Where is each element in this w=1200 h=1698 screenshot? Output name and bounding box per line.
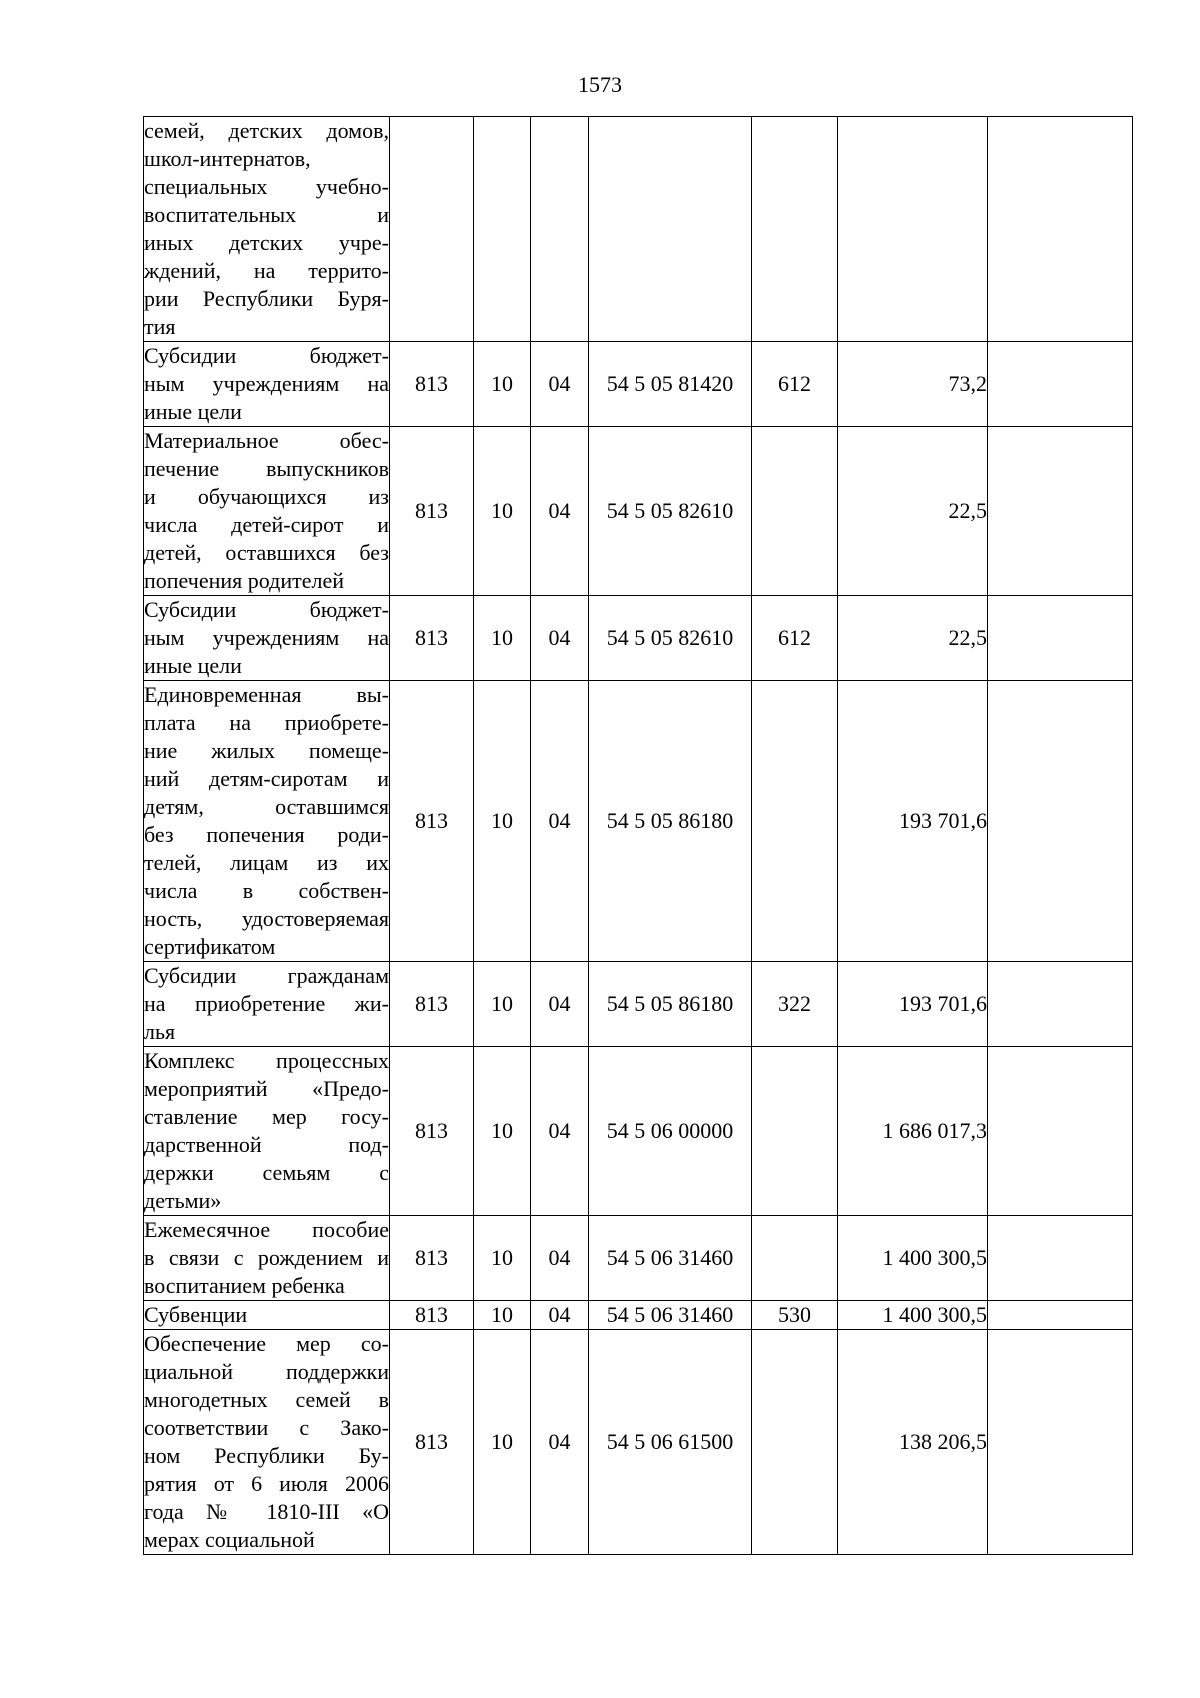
section-code-cell: 10 — [474, 1301, 531, 1330]
expense-type-cell — [752, 681, 838, 962]
ministry-code-cell: 813 — [390, 342, 474, 427]
item-name-line: соответствии с Зако- — [144, 1415, 389, 1440]
extra-cell — [988, 117, 1133, 342]
item-name-cell — [144, 596, 390, 681]
table-row — [144, 1330, 1133, 1555]
item-name-line: рии Республики Буря- — [144, 286, 389, 311]
ministry-code-cell: 813 — [390, 962, 474, 1047]
item-name-line: детям, оставшимся — [144, 794, 389, 819]
item-name-line: ние жилых помеще- — [144, 738, 389, 763]
item-name-line: Субсидии бюджет- — [144, 343, 389, 368]
item-name-line: Субсидии гражданам — [144, 963, 389, 988]
subsection-code-cell: 04 — [531, 962, 589, 1047]
amount-cell: 1 400 300,5 — [838, 1301, 988, 1330]
item-name-line: ным учреждениям на — [144, 625, 389, 650]
item-name-line: телей, лицам из их — [144, 850, 389, 875]
section-code-cell: 10 — [474, 1216, 531, 1301]
expense-type-cell: 612 — [752, 596, 838, 681]
section-code-cell: 10 — [474, 962, 531, 1047]
expense-type-cell: 612 — [752, 342, 838, 427]
item-name-cell — [144, 681, 390, 962]
item-name-cell — [144, 342, 390, 427]
item-name-line: попечения родителей — [144, 568, 344, 593]
amount-cell — [838, 117, 988, 342]
target-article-cell: 54 5 06 00000 — [589, 1047, 752, 1216]
extra-cell — [988, 1047, 1133, 1216]
item-name-line: ность, удостоверяемая — [144, 906, 389, 931]
item-name-line: циальной поддержки — [144, 1359, 389, 1384]
amount-cell: 22,5 — [838, 596, 988, 681]
target-article-cell: 54 5 06 61500 — [589, 1330, 752, 1555]
item-name-line: ном Республики Бу- — [144, 1443, 389, 1468]
table-row — [144, 681, 1133, 962]
expense-type-cell — [752, 1047, 838, 1216]
item-name-line: Субвенции — [144, 1302, 248, 1327]
item-name-line: воспитанием ребенка — [144, 1273, 345, 1298]
target-article-cell: 54 5 05 81420 — [589, 342, 752, 427]
item-name-line: тия — [144, 314, 176, 339]
subsection-code-cell — [531, 117, 589, 342]
ministry-code-cell: 813 — [390, 681, 474, 962]
item-name-line: и обучающихся из — [144, 484, 389, 509]
ministry-code-cell: 813 — [390, 427, 474, 596]
item-name-line: ным учреждениям на — [144, 371, 389, 396]
extra-cell — [988, 1330, 1133, 1555]
item-name-line: воспитательных и — [144, 202, 389, 227]
section-code-cell: 10 — [474, 427, 531, 596]
item-name-line: держки семьям с — [144, 1160, 389, 1185]
item-name-line: дарственной под- — [144, 1132, 389, 1157]
expense-type-cell — [752, 427, 838, 596]
section-code-cell: 10 — [474, 596, 531, 681]
item-name-line: ний детям-сиротам и — [144, 766, 389, 791]
subsection-code-cell: 04 — [531, 1216, 589, 1301]
expense-type-cell — [752, 117, 838, 342]
table-row — [144, 596, 1133, 681]
ministry-code-cell: 813 — [390, 1301, 474, 1330]
item-name-line: сертификатом — [144, 934, 276, 959]
item-name-line: детей, оставшихся без — [144, 540, 389, 565]
ministry-code-cell: 813 — [390, 596, 474, 681]
ministry-code-cell: 813 — [390, 1330, 474, 1555]
subsection-code-cell: 04 — [531, 1047, 589, 1216]
amount-cell: 138 206,5 — [838, 1330, 988, 1555]
item-name-line: детьми» — [144, 1188, 222, 1213]
table-row — [144, 427, 1133, 596]
item-name-cell — [144, 1216, 390, 1301]
target-article-cell: 54 5 05 82610 — [589, 427, 752, 596]
expense-type-cell — [752, 1330, 838, 1555]
table-row — [144, 117, 1133, 342]
table-row — [144, 342, 1133, 427]
extra-cell — [988, 1216, 1133, 1301]
item-name-line: Обеспечение мер со- — [144, 1331, 389, 1356]
subsection-code-cell: 04 — [531, 342, 589, 427]
subsection-code-cell: 04 — [531, 596, 589, 681]
item-name-line: числа в собствен- — [144, 878, 389, 903]
table-body — [144, 117, 1133, 1555]
item-name-line: без попечения роди- — [144, 822, 389, 847]
amount-cell: 193 701,6 — [838, 681, 988, 962]
item-name-line: мероприятий «Предо- — [144, 1076, 389, 1101]
item-name-line: мерах социальной — [144, 1527, 315, 1552]
expense-type-cell — [752, 1216, 838, 1301]
item-name-line: многодетных семей в — [144, 1387, 389, 1412]
item-name-line: школ-интернатов, — [144, 146, 311, 171]
amount-cell: 193 701,6 — [838, 962, 988, 1047]
item-name-line: Ежемесячное пособие — [144, 1217, 389, 1242]
item-name-line: рятия от 6 июля 2006 — [144, 1471, 389, 1496]
target-article-cell: 54 5 06 31460 — [589, 1301, 752, 1330]
subsection-code-cell: 04 — [531, 681, 589, 962]
item-name-cell — [144, 1047, 390, 1216]
item-name-line: иные цели — [144, 399, 242, 424]
extra-cell — [988, 427, 1133, 596]
budget-table — [143, 116, 1133, 1555]
extra-cell — [988, 962, 1133, 1047]
item-name-line: Материальное обес- — [144, 428, 389, 453]
item-name-line: в связи с рождением и — [144, 1245, 389, 1270]
item-name-line: на приобретение жи- — [144, 991, 389, 1016]
item-name-line: лья — [144, 1019, 176, 1044]
subsection-code-cell: 04 — [531, 1330, 589, 1555]
page-number: 1573 — [578, 72, 622, 97]
extra-cell — [988, 1301, 1133, 1330]
item-name-line: плата на приобрете- — [144, 710, 389, 735]
ministry-code-cell: 813 — [390, 1216, 474, 1301]
target-article-cell: 54 5 05 86180 — [589, 962, 752, 1047]
item-name-cell — [144, 962, 390, 1047]
item-name-line: специальных учебно- — [144, 174, 389, 199]
table-row — [144, 1301, 1133, 1330]
item-name-line: ждений, на террито- — [144, 258, 389, 283]
item-name-line: семей, детских домов, — [144, 118, 389, 143]
target-article-cell: 54 5 06 31460 — [589, 1216, 752, 1301]
amount-cell: 1 400 300,5 — [838, 1216, 988, 1301]
section-code-cell: 10 — [474, 681, 531, 962]
ministry-code-cell — [390, 117, 474, 342]
amount-cell: 22,5 — [838, 427, 988, 596]
amount-cell: 73,2 — [838, 342, 988, 427]
target-article-cell: 54 5 05 86180 — [589, 681, 752, 962]
table-row — [144, 1216, 1133, 1301]
section-code-cell — [474, 117, 531, 342]
ministry-code-cell: 813 — [390, 1047, 474, 1216]
extra-cell — [988, 596, 1133, 681]
section-code-cell: 10 — [474, 342, 531, 427]
extra-cell — [988, 681, 1133, 962]
table-row — [144, 1047, 1133, 1216]
target-article-cell: 54 5 05 82610 — [589, 596, 752, 681]
item-name-line: Комплекс процессных — [144, 1048, 389, 1073]
item-name-line: печение выпускников — [144, 456, 389, 481]
section-code-cell: 10 — [474, 1047, 531, 1216]
section-code-cell: 10 — [474, 1330, 531, 1555]
item-name-line: числа детей-сирот и — [144, 512, 389, 537]
item-name-cell — [144, 427, 390, 596]
expense-type-cell: 322 — [752, 962, 838, 1047]
subsection-code-cell: 04 — [531, 1301, 589, 1330]
table-row — [144, 962, 1133, 1047]
item-name-cell — [144, 117, 390, 342]
item-name-line: ставление мер госу- — [144, 1104, 389, 1129]
item-name-line: года № 1810-III «О — [144, 1499, 389, 1524]
expense-type-cell: 530 — [752, 1301, 838, 1330]
item-name-line: иных детских учре- — [144, 230, 389, 255]
item-name-line: Субсидии бюджет- — [144, 597, 389, 622]
item-name-cell — [144, 1301, 390, 1330]
item-name-line: Единовременная вы- — [144, 682, 389, 707]
extra-cell — [988, 342, 1133, 427]
item-name-cell — [144, 1330, 390, 1555]
amount-cell: 1 686 017,3 — [838, 1047, 988, 1216]
item-name-line: иные цели — [144, 653, 242, 678]
subsection-code-cell: 04 — [531, 427, 589, 596]
target-article-cell — [589, 117, 752, 342]
